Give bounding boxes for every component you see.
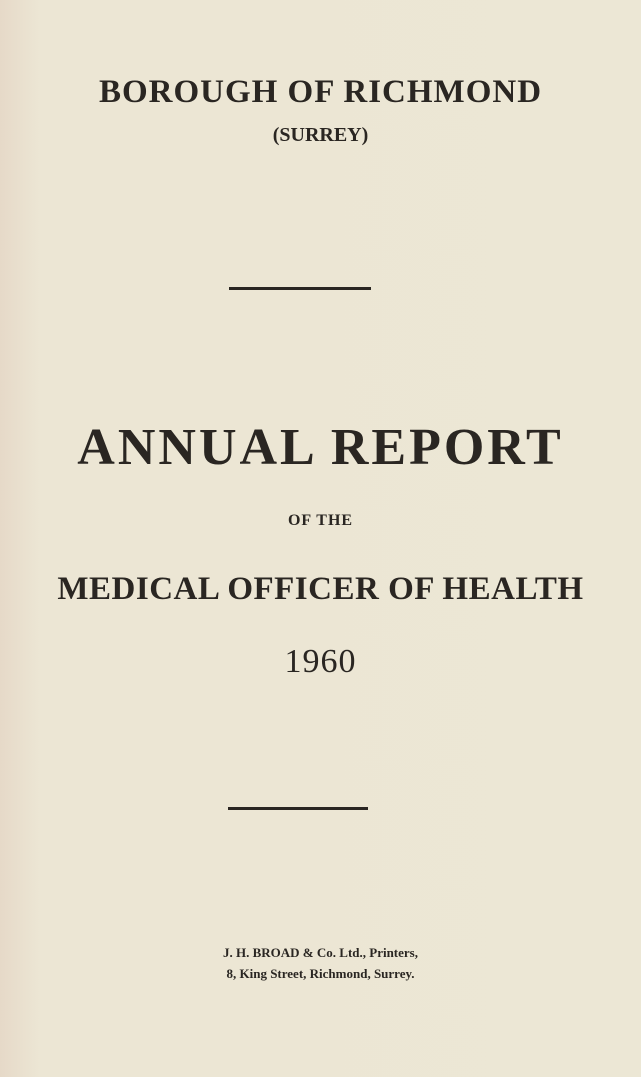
county-subheading: (SURREY) [272,124,369,146]
printer-imprint [0,942,641,984]
borough-heading: BOROUGH OF RICHMOND [98,74,543,110]
divider-rule-top [229,287,371,290]
report-title: ANNUAL REPORT [77,419,564,476]
divider-rule-bottom [228,807,368,810]
printer-line-1: J. H. BROAD & Co. Ltd., Printers, [223,945,418,960]
of-the-text: OF THE [287,512,354,529]
printer-line-2: 8, King Street, Richmond, Surrey. [226,966,415,981]
officer-title: MEDICAL OFFICER OF HEALTH [57,571,584,607]
report-year: 1960 [284,643,357,680]
